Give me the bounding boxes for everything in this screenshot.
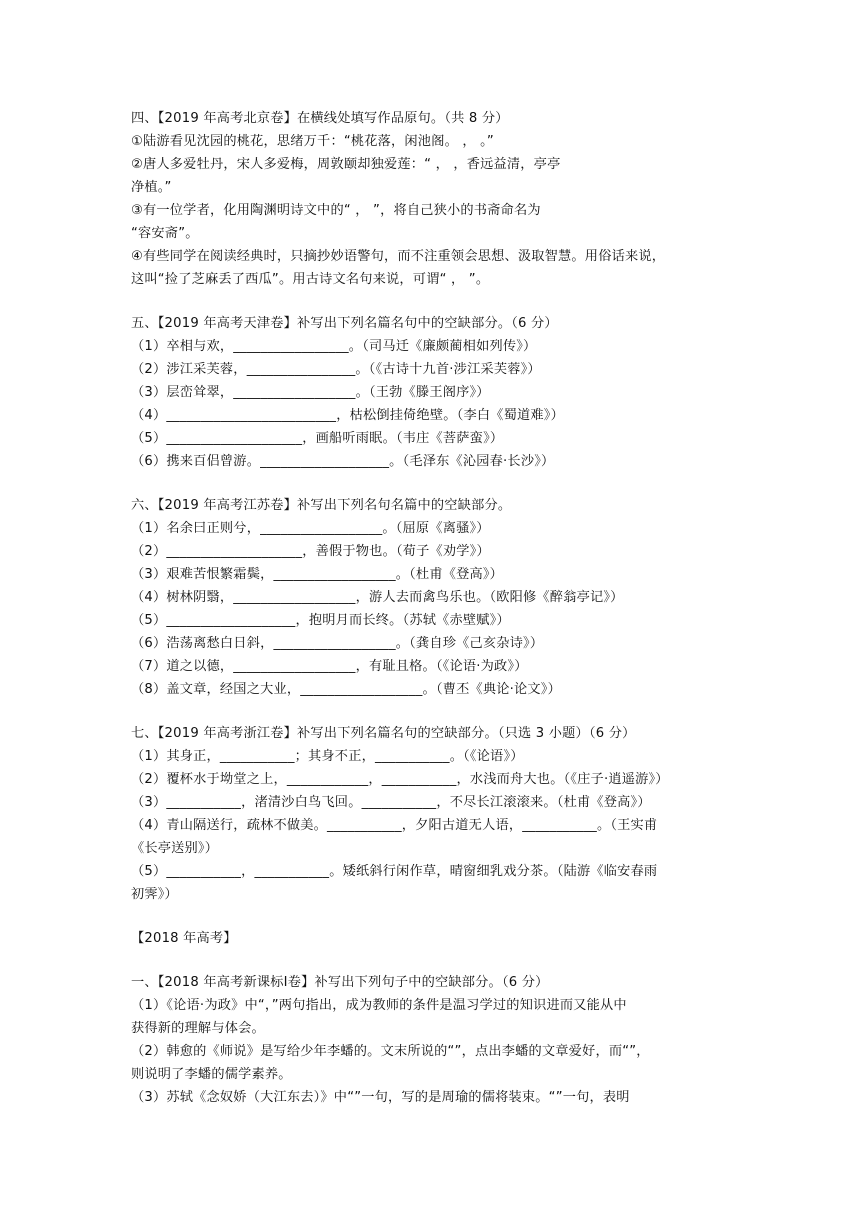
text-line: （4）_________________________，枯松倒挂倚绝壁。（李白《蜀道难》） (131, 408, 564, 423)
text-line: （3）苏轼《念奴娇（大江东去）》中“”一句，写的是周瑜的儒将装束。“”一句，表明 (131, 1090, 630, 1105)
text-line: （3）___________，渚清沙白鸟飞回。___________，不尽长江滚滚来。（杜甫《登高》） (131, 795, 651, 810)
text-line: （5）____________________，画船听雨眠。（韦庄《菩萨蛮》） (131, 431, 504, 446)
text-line: 一、【2018 年高考新课标Ⅰ卷】补写出下列句子中的空缺部分。（6 分） (131, 975, 549, 990)
text-line: （2）覆杯水于坳堂之上，____________，___________，水浅而舟大也。（《庄子·逍遥游》） (131, 772, 669, 787)
text-line: （1）《论语·为政》中“，”两句指出，成为教师的条件是温习学过的知识进而又能从中 (131, 998, 627, 1013)
text-line: 初霁》） (131, 887, 178, 902)
text-line: ②唐人多爱牡丹，宋人多爱梅，周敦颐却独爱莲：“ ， ，香远益清，亭亭 (131, 157, 561, 172)
text-line: （4）树林阴翳，__________________，游人去而禽鸟乐也。（欧阳修《醉翁亭记》） (131, 590, 624, 605)
text-line: 这叫“捡了芝麻丢了西瓜”。用古诗文名句来说，可谓“ ， ”。 (131, 272, 490, 287)
text-line: （2）涉江采芙蓉，________________。（《古诗十九首·涉江采芙蓉》） (131, 362, 541, 377)
text-line: （1）名余曰正则兮，__________________。（屈原《离骚》） (131, 521, 490, 536)
text-line: （1）其身正，___________；其身不正，___________。（《论语》） (131, 749, 524, 764)
text-line: 【2018 年高考】 (131, 931, 237, 946)
text-line: 七、【2019 年高考浙江卷】补写出下列名篇名句的空缺部分。（只选 3 小题）（6 分） (131, 726, 636, 741)
text-line: （2）韩愈的《师说》是写给少年李蟠的。文末所说的“”，点出李蟠的文章爱好，而“”， (131, 1044, 650, 1059)
text-line: （7）道之以德，__________________，有耻且格。（《论语·为政》） (131, 659, 528, 674)
text-line: 五、【2019 年高考天津卷】补写出下列名篇名句中的空缺部分。（6 分） (131, 316, 558, 331)
text-line: “容安斋”。 (131, 226, 199, 241)
text-line: ①陆游看见沈园的桃花，思绪万千：“桃花落，闲池阁。 ， 。” (131, 134, 494, 149)
text-line: 净植。” (131, 180, 172, 195)
text-line: （6）浩荡离愁白日斜，__________________。（龚自珍《己亥杂诗》） (131, 636, 544, 651)
text-line: ③有一位学者，化用陶渊明诗文中的“ ， ”，将自己狭小的书斋命名为 (131, 203, 541, 218)
text-line: 六、【2019 年高考江苏卷】补写出下列名句名篇中的空缺部分。 (131, 498, 512, 513)
text-line: （3）层峦耸翠，__________________。（王勃《滕王阁序》） (131, 385, 490, 400)
text-line: ④有些同学在阅读经典时，只摘抄妙语警句，而不注重领会思想、汲取智慧。用俗话来说， (131, 249, 666, 264)
text-line: （5）___________，___________。矮纸斜行闲作草，晴窗细乳戏分茶。（陆游《临安春雨 (131, 864, 658, 879)
text-line: 则说明了李蟠的儒学素养。 (131, 1067, 292, 1082)
text-line: （5）___________________，抱明月而长终。（苏轼《赤壁赋》） (131, 613, 510, 628)
text-line: 四、【2019 年高考北京卷】在横线处填写作品原句。（共 8 分） (131, 111, 509, 126)
text-line: 获得新的理解与体会。 (131, 1021, 265, 1036)
text-line: （3）艰难苦恨繁霜鬓，__________________。（杜甫《登高》） (131, 567, 504, 582)
text-line: （1）卒相与欢，_________________。（司马迁《廉颇蔺相如列传》） (131, 339, 537, 354)
text-line: （6）携来百侣曾游。___________________。（毛泽东《沁园春·长沙》） (131, 454, 555, 469)
text-line: （4）青山隔送行，疏林不做美。___________，夕阳古道无人语，___________。（王实甫 (131, 818, 658, 833)
text-line: （2）____________________，善假于物也。（荀子《劝学》） (131, 544, 490, 559)
text-line: 《长亭送别》） (131, 841, 219, 856)
text-line: （8）盖文章，经国之大业，__________________。（曹丕《典论·论文》） (131, 682, 561, 697)
